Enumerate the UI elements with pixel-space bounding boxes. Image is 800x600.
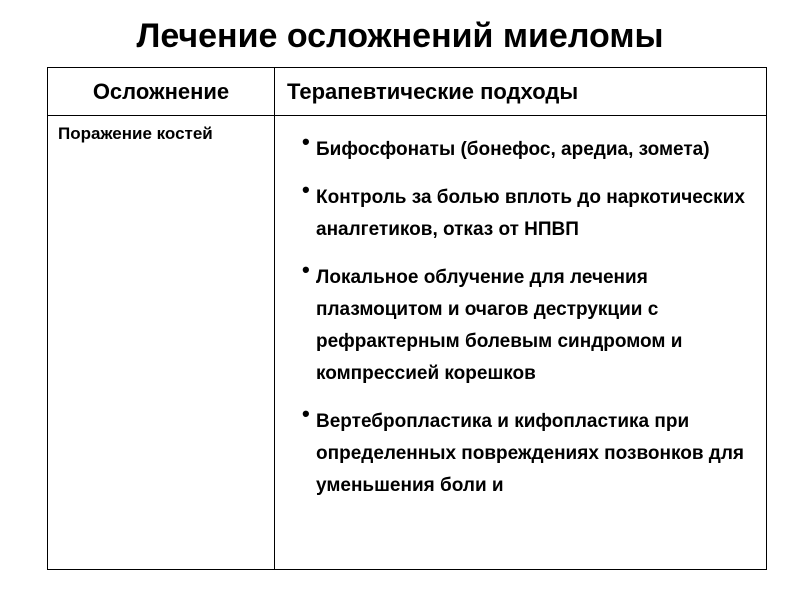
- header-approaches: Терапевтические подходы: [287, 79, 579, 104]
- slide-title: Лечение осложнений миеломы: [136, 17, 664, 55]
- approach-text: Вертебропластика и кифопластика при определенных повреждениях позвонков для уменьшения боли и: [316, 411, 744, 496]
- bullet-icon: •: [302, 257, 310, 282]
- approach-text: Локальное облучение для лечения плазмоцитом и очагов деструкции с рефрактерным болевым синдромом и компрессией корешков: [316, 267, 683, 384]
- approach-item: [302, 177, 752, 246]
- column-divider: [274, 68, 275, 569]
- header-divider: [48, 115, 766, 116]
- bullet-icon: •: [302, 401, 310, 426]
- complications-table: [47, 67, 767, 570]
- complication-cell: Поражение костей: [58, 124, 213, 143]
- approach-item: [302, 257, 752, 390]
- approach-text: Контроль за болью вплоть до наркотических аналгетиков, отказ от НПВП: [316, 187, 745, 240]
- approach-item: [302, 129, 752, 166]
- approach-item: [302, 401, 752, 502]
- approach-text: Бифосфонаты (бонефос, аредиа, зомета): [316, 139, 710, 160]
- bullet-icon: •: [302, 177, 310, 202]
- header-complication: Осложнение: [92, 79, 230, 104]
- bullet-icon: •: [302, 129, 310, 154]
- approaches-list: [302, 129, 752, 518]
